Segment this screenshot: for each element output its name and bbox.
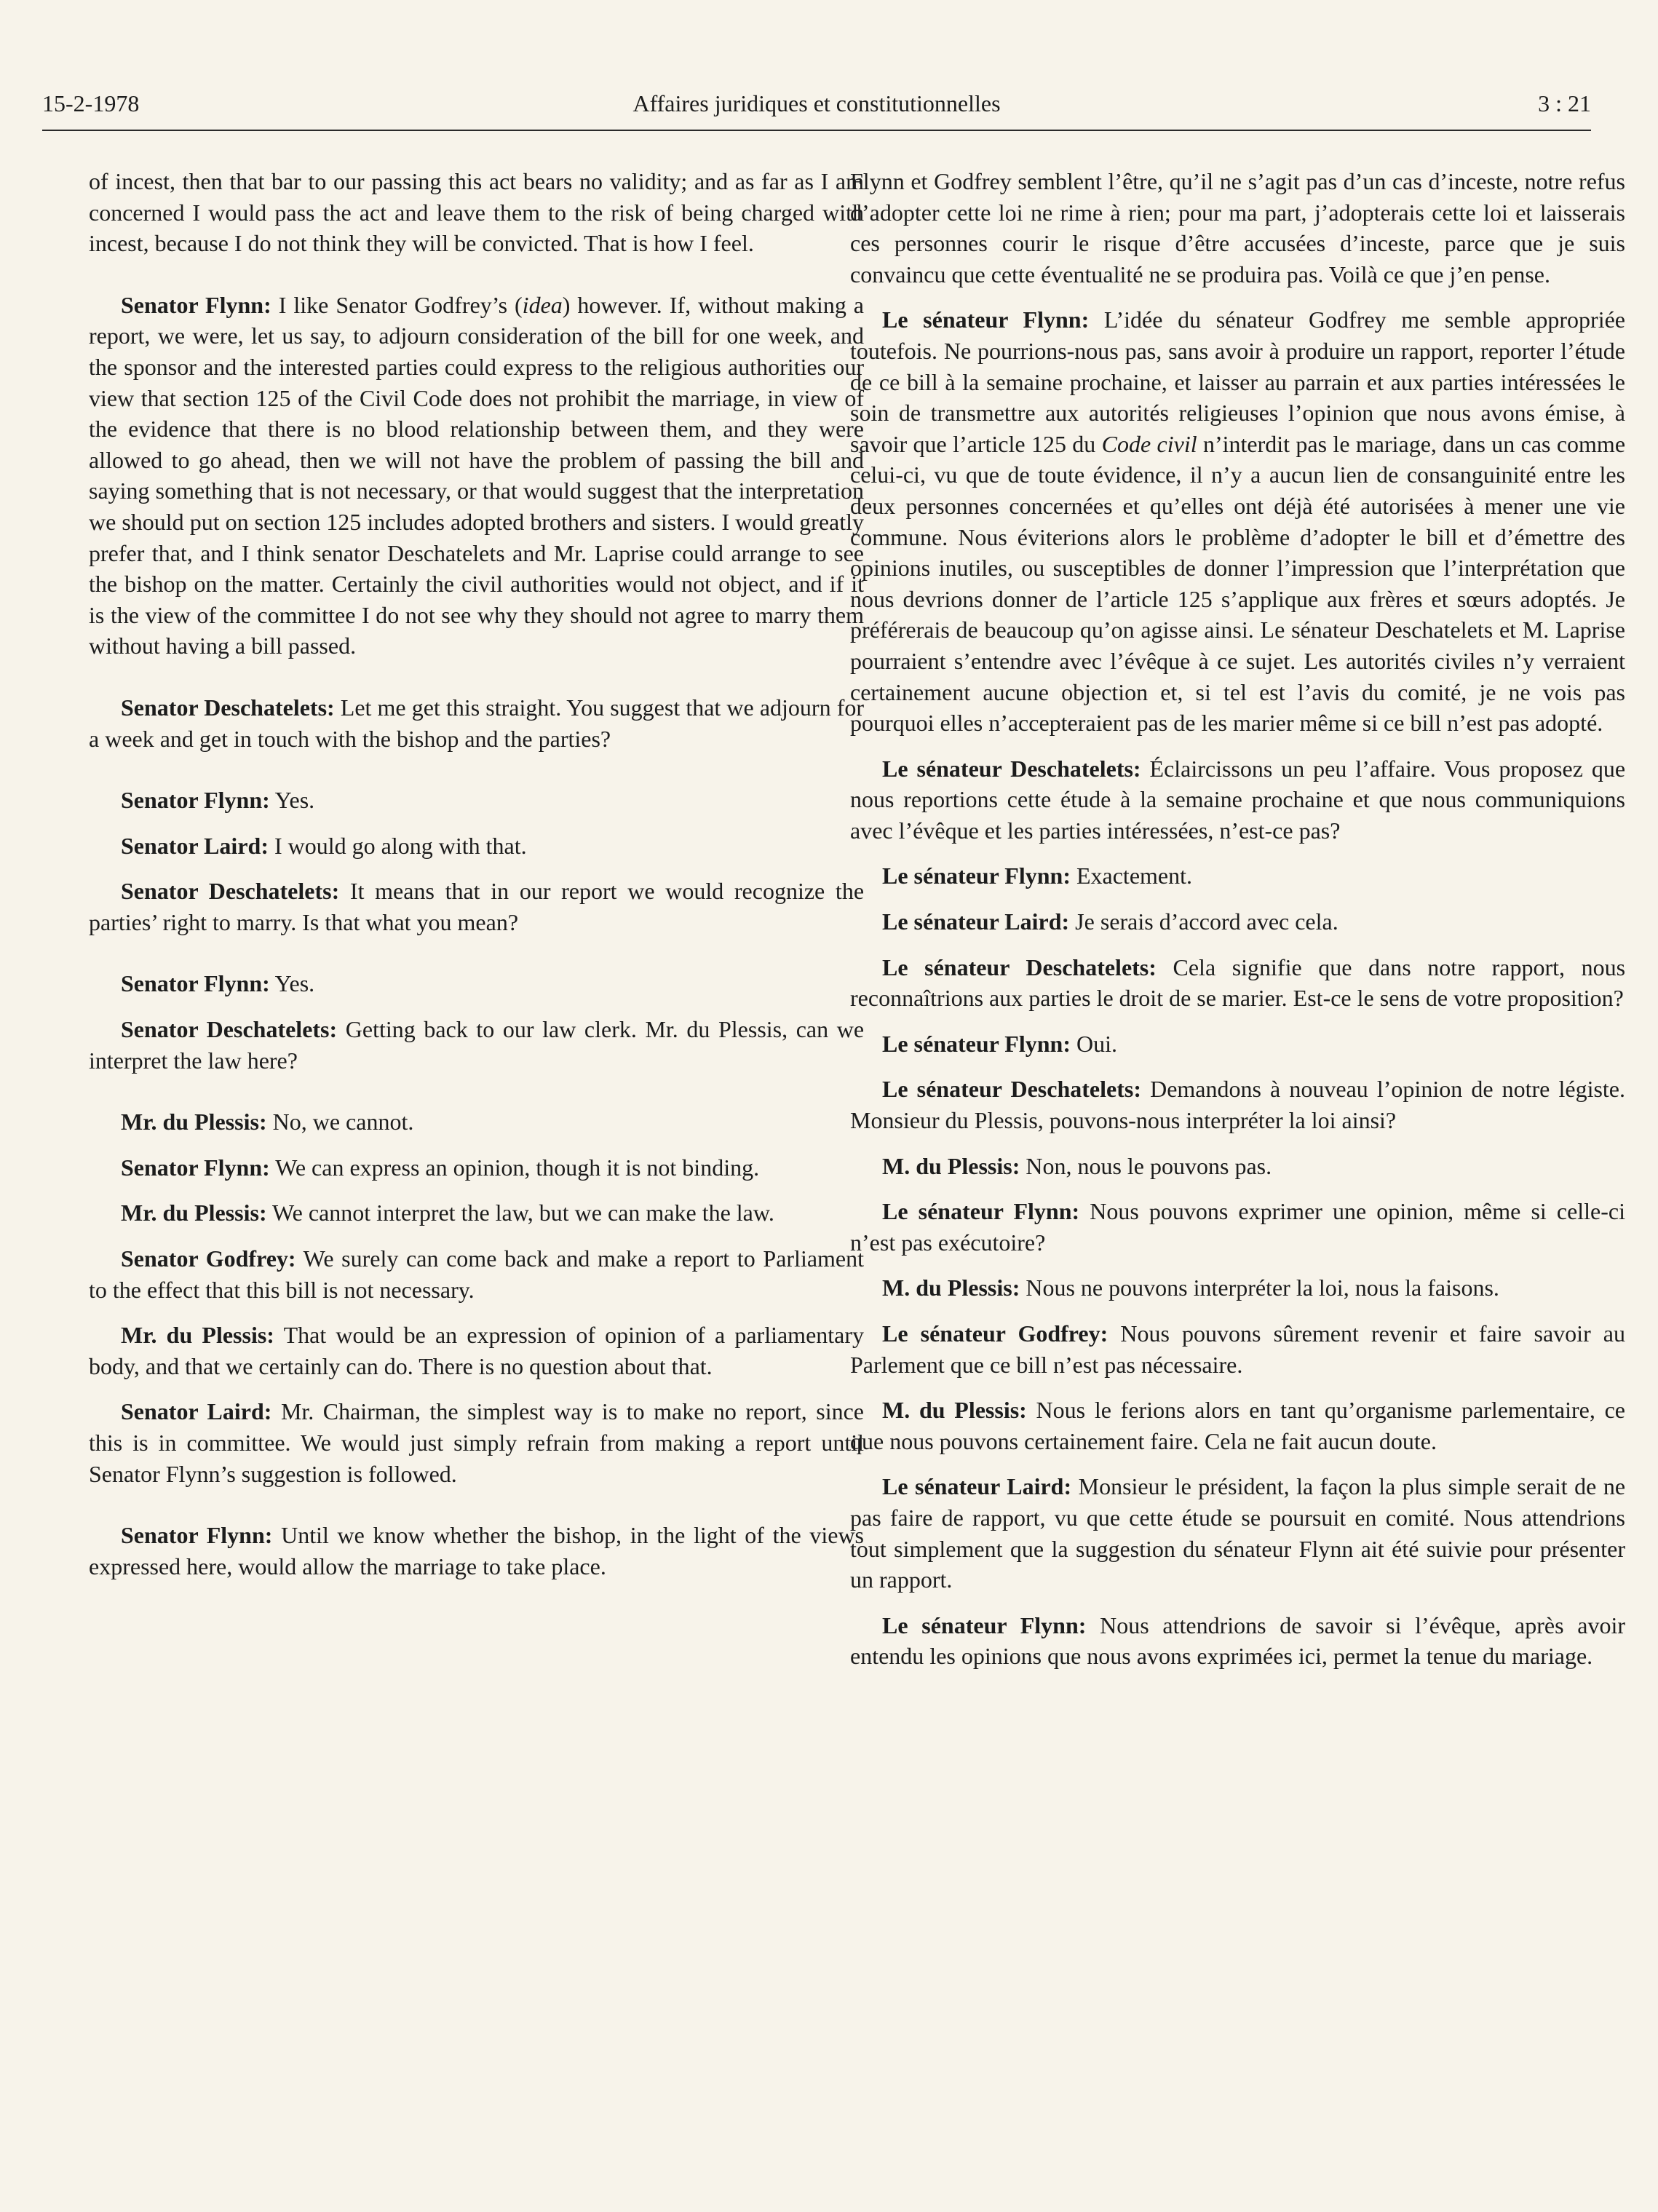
speaker-name: Le sénateur Laird:: [882, 908, 1070, 935]
speaker-name: Mr. du Plessis:: [121, 1322, 274, 1349]
paragraph-text: of incest, then that bar to our passing this act bears no validity; and as far as I am concerned I would pass the act and leave them to the risk of being charged with incest, because I do not think they will be convicted. That is how I feel.: [89, 168, 864, 257]
speaker-name: Senator Deschatelets:: [121, 694, 335, 721]
paragraph-text: Nous pouvons exprimer une opinion, même si celle-ci n’est pas exécutoire?: [850, 1198, 1626, 1256]
paragraph-text: Oui.: [1076, 1030, 1117, 1057]
paragraph: [850, 1196, 1625, 1258]
speaker-name: Senator Flynn:: [121, 1522, 273, 1549]
paragraph-text: Until we know whether the bishop, in the light of the views expressed here, would allow the marriage to take place.: [89, 1522, 865, 1579]
speaker-name: Senator Deschatelets:: [121, 878, 340, 905]
paragraph: [850, 860, 1625, 892]
speaker-name: Senator Flynn:: [121, 970, 270, 997]
paragraph-text: Cela signifie que dans notre rapport, nous reconnaîtrions aux parties le droit de se marier. Est-ce le sens de votre proposition?: [850, 954, 1626, 1012]
paragraph-text: Éclaircissons un peu l’affaire. Vous proposez que nous reportions cette étude à la semaine prochaine et que nous communiquions avec l’évêque et les parties intéressées, n’est-ce pas?: [850, 755, 1626, 844]
paragraph: [850, 1028, 1625, 1060]
speaker-name: M. du Plessis:: [882, 1275, 1020, 1301]
paragraph-text: We can express an opinion, though it is not binding.: [275, 1154, 760, 1181]
paragraph-text: Nous le ferions alors en tant qu’organisme parlementaire, ce que nous pouvons certainement faire. Cela ne fait aucun doute.: [850, 1397, 1625, 1454]
speaker-name: Le sénateur Flynn:: [882, 1030, 1071, 1057]
paragraph: [89, 1520, 864, 1582]
english-column: [89, 166, 864, 1596]
paragraph-text: Yes.: [274, 970, 315, 997]
running-header: [42, 86, 1591, 131]
paragraph-text: Non, nous le pouvons pas.: [1026, 1152, 1272, 1179]
paragraph: [850, 166, 1625, 290]
french-column: [850, 166, 1625, 1686]
speaker-name: Le sénateur Flynn:: [882, 1198, 1080, 1225]
paragraph-text: Demandons à nouveau l’opinion de notre légiste. Monsieur du Plessis, pouvons-nous interpréter la loi ainsi?: [850, 1076, 1626, 1134]
paragraph: [89, 1014, 864, 1076]
paragraph-text: Getting back to our law clerk. Mr. du Plessis, can we interpret the law here?: [89, 1016, 865, 1074]
paragraph: [89, 1320, 864, 1381]
paragraph-text: It means that in our report we would recognize the parties’ right to marry. Is that what you mean?: [89, 878, 865, 935]
paragraph: [89, 290, 864, 662]
paragraph: [89, 968, 864, 999]
paragraph: [89, 1106, 864, 1138]
paragraph: [89, 1152, 864, 1184]
paragraph-text: Yes.: [274, 787, 315, 814]
paragraph: [89, 166, 864, 259]
paragraph-text: Let me get this straight. You suggest that we adjourn for a week and get in touch with the bishop and the parties?: [89, 694, 864, 752]
paragraph-text: Nous ne pouvons interpréter la loi, nous la faisons.: [1026, 1275, 1499, 1301]
paragraph-text: We surely can come back and make a report to Parliament to the effect that this bill is not necessary.: [89, 1245, 865, 1303]
paragraph: [850, 1074, 1625, 1135]
paragraph-text: Exactement.: [1076, 863, 1192, 889]
speaker-name: Senator Flynn:: [121, 787, 270, 814]
paragraph-text: Mr. Chairman, the simplest way is to make no report, since this is in committee. We would just simply refrain from making a report until Senator Flynn’s suggestion is followed.: [89, 1398, 865, 1487]
speaker-name: Senator Godfrey:: [121, 1245, 296, 1272]
speaker-name: M. du Plessis:: [882, 1397, 1027, 1424]
paragraph: [850, 1395, 1625, 1456]
paragraph-text: L’idée du sénateur Godfrey me semble appropriée toutefois. Ne pourrions-nous pas, sans avoir à produire un rapport, reporter l’étude de ce bill à la semaine prochaine, et laisser au parrain et aux parties intéressées le soin de transmettre aux autorités religieuses l’opinion que nous avons émise, à savoir que l’article 125 du: [850, 306, 1626, 457]
speaker-name: Le sénateur Deschatelets:: [882, 755, 1141, 782]
speaker-name: Senator Flynn:: [121, 1154, 270, 1181]
paragraph-text: I like Senator Godfrey’s (: [278, 291, 523, 318]
paragraph: [89, 876, 864, 937]
paragraph: [89, 831, 864, 862]
paragraph: [850, 906, 1625, 937]
paragraph-text: Nous attendrions de savoir si l’évêque, après avoir entendu les opinions que nous avons exprimées ici, permet la tenue du mariage.: [850, 1612, 1626, 1670]
paragraph-text: I would go along with that.: [274, 832, 527, 859]
paragraph-text: Flynn et Godfrey semblent l’être, qu’il ne s’agit pas d’un cas d’inceste, notre refus d’adopter cette loi ne rime à rien; pour ma part, j’adopterais cette loi et laisserais ces personnes courir le risque d’être accusées d’inceste, parce que je suis convaincu que cette éventualité ne se produira pas. Voilà ce que j’en pense.: [850, 168, 1625, 288]
paragraph: [89, 1396, 864, 1489]
speaker-name: M. du Plessis:: [882, 1152, 1020, 1179]
speaker-name: Senator Deschatelets:: [121, 1016, 338, 1043]
paragraph: [850, 1272, 1625, 1304]
paragraph: [850, 1610, 1625, 1672]
paragraph-text: No, we cannot.: [272, 1109, 414, 1135]
header-title: Affaires juridiques et constitutionnelles: [632, 90, 1001, 116]
paragraph: [850, 1471, 1625, 1595]
paragraph: [850, 1151, 1625, 1182]
paragraph-emphasis: idea: [522, 291, 563, 318]
paragraph-text: n’interdit pas le mariage, dans un cas comme celui-ci, vu que de toute évidence, il n’y a aucun lien de consanguinité entre les deux personnes concernées et qu’elles ont déjà été autorisées à mener une vie commune. Nous éviterions alors le problème d’adopter le bill et d’émettre des opinions inutiles, ou susceptibles de donner l’impression que l’interprétation que nous devrions donner de l’article 125 s’applique aux frères et sœurs adoptés. Je préférerais de beaucoup qu’on agisse ainsi. Le sénateur Deschatelets et M. Laprise pourraient s’entendre avec l’évêque à ce sujet. Les autorités civiles n’y verraient certainement aucune objection et, si tel est l’avis du comité, je ne vois pas pourquoi elles n’accepteraient pas de les marier même si ce bill n’est pas adopté.: [850, 430, 1626, 737]
speaker-name: Mr. du Plessis:: [121, 1109, 267, 1135]
speaker-name: Le sénateur Flynn:: [882, 1612, 1087, 1638]
speaker-name: Le sénateur Deschatelets:: [882, 1076, 1141, 1103]
paragraph: [850, 952, 1625, 1014]
paragraph: [89, 1243, 864, 1305]
speaker-name: Senator Flynn:: [121, 291, 271, 318]
speaker-name: Senator Laird:: [121, 1398, 272, 1425]
paragraph-text: Nous pouvons sûrement revenir et faire savoir au Parlement que ce bill n’est pas nécessaire.: [850, 1320, 1626, 1378]
paragraph-text: Monsieur le président, la façon la plus simple serait de ne pas faire de rapport, vu que cette étude se poursuit en comité. Nous attendrions tout simplement que la suggestion du sénateur Flynn ait été suivie pour présenter un rapport.: [850, 1473, 1626, 1593]
paragraph-text: ) however. If, without making a report, we were, let us say, to adjourn consideration of the bill for one week, and the sponsor and the interested parties could express to the religious authorities our view that section 125 of the Civil Code does not prohibit the marriage, in view of the evidence that there is no blood relationship between them, and they were allowed to go ahead, then we will not have the problem of passing the bill and saying something that is not necessary, or that would suggest that the interpretation we should put on section 125 includes adopted brothers and sisters. I would greatly prefer that, and I think senator Deschatelets and Mr. Laprise could arrange to see the bishop on the matter. Certainly the civil authorities would not object, and if it is the view of the committee I do not see why they should not agree to marry them without having a bill passed.: [89, 291, 865, 659]
paragraph-text: Je serais d’accord avec cela.: [1075, 908, 1338, 935]
speaker-name: Le sénateur Flynn:: [882, 863, 1071, 889]
header-date: 15-2-1978: [42, 90, 140, 116]
paragraph: [850, 304, 1625, 738]
paragraph: [89, 1197, 864, 1229]
speaker-name: Mr. du Plessis:: [121, 1200, 267, 1226]
paragraph-emphasis: Code civil: [1101, 430, 1197, 457]
speaker-name: Le sénateur Deschatelets:: [882, 954, 1157, 980]
paragraph: [89, 785, 864, 816]
paragraph: [850, 753, 1625, 847]
paragraph: [850, 1318, 1625, 1380]
paragraph: [89, 692, 864, 754]
paragraph-text: That would be an expression of opinion of a parliamentary body, and that we certainly can do. There is no question about that.: [89, 1322, 865, 1379]
speaker-name: Le sénateur Godfrey:: [882, 1320, 1108, 1347]
paragraph-text: We cannot interpret the law, but we can make the law.: [272, 1200, 774, 1226]
speaker-name: Le sénateur Laird:: [882, 1473, 1072, 1500]
header-page-number: 3 : 21: [1538, 90, 1591, 116]
speaker-name: Le sénateur Flynn:: [882, 306, 1090, 333]
speaker-name: Senator Laird:: [121, 832, 269, 859]
